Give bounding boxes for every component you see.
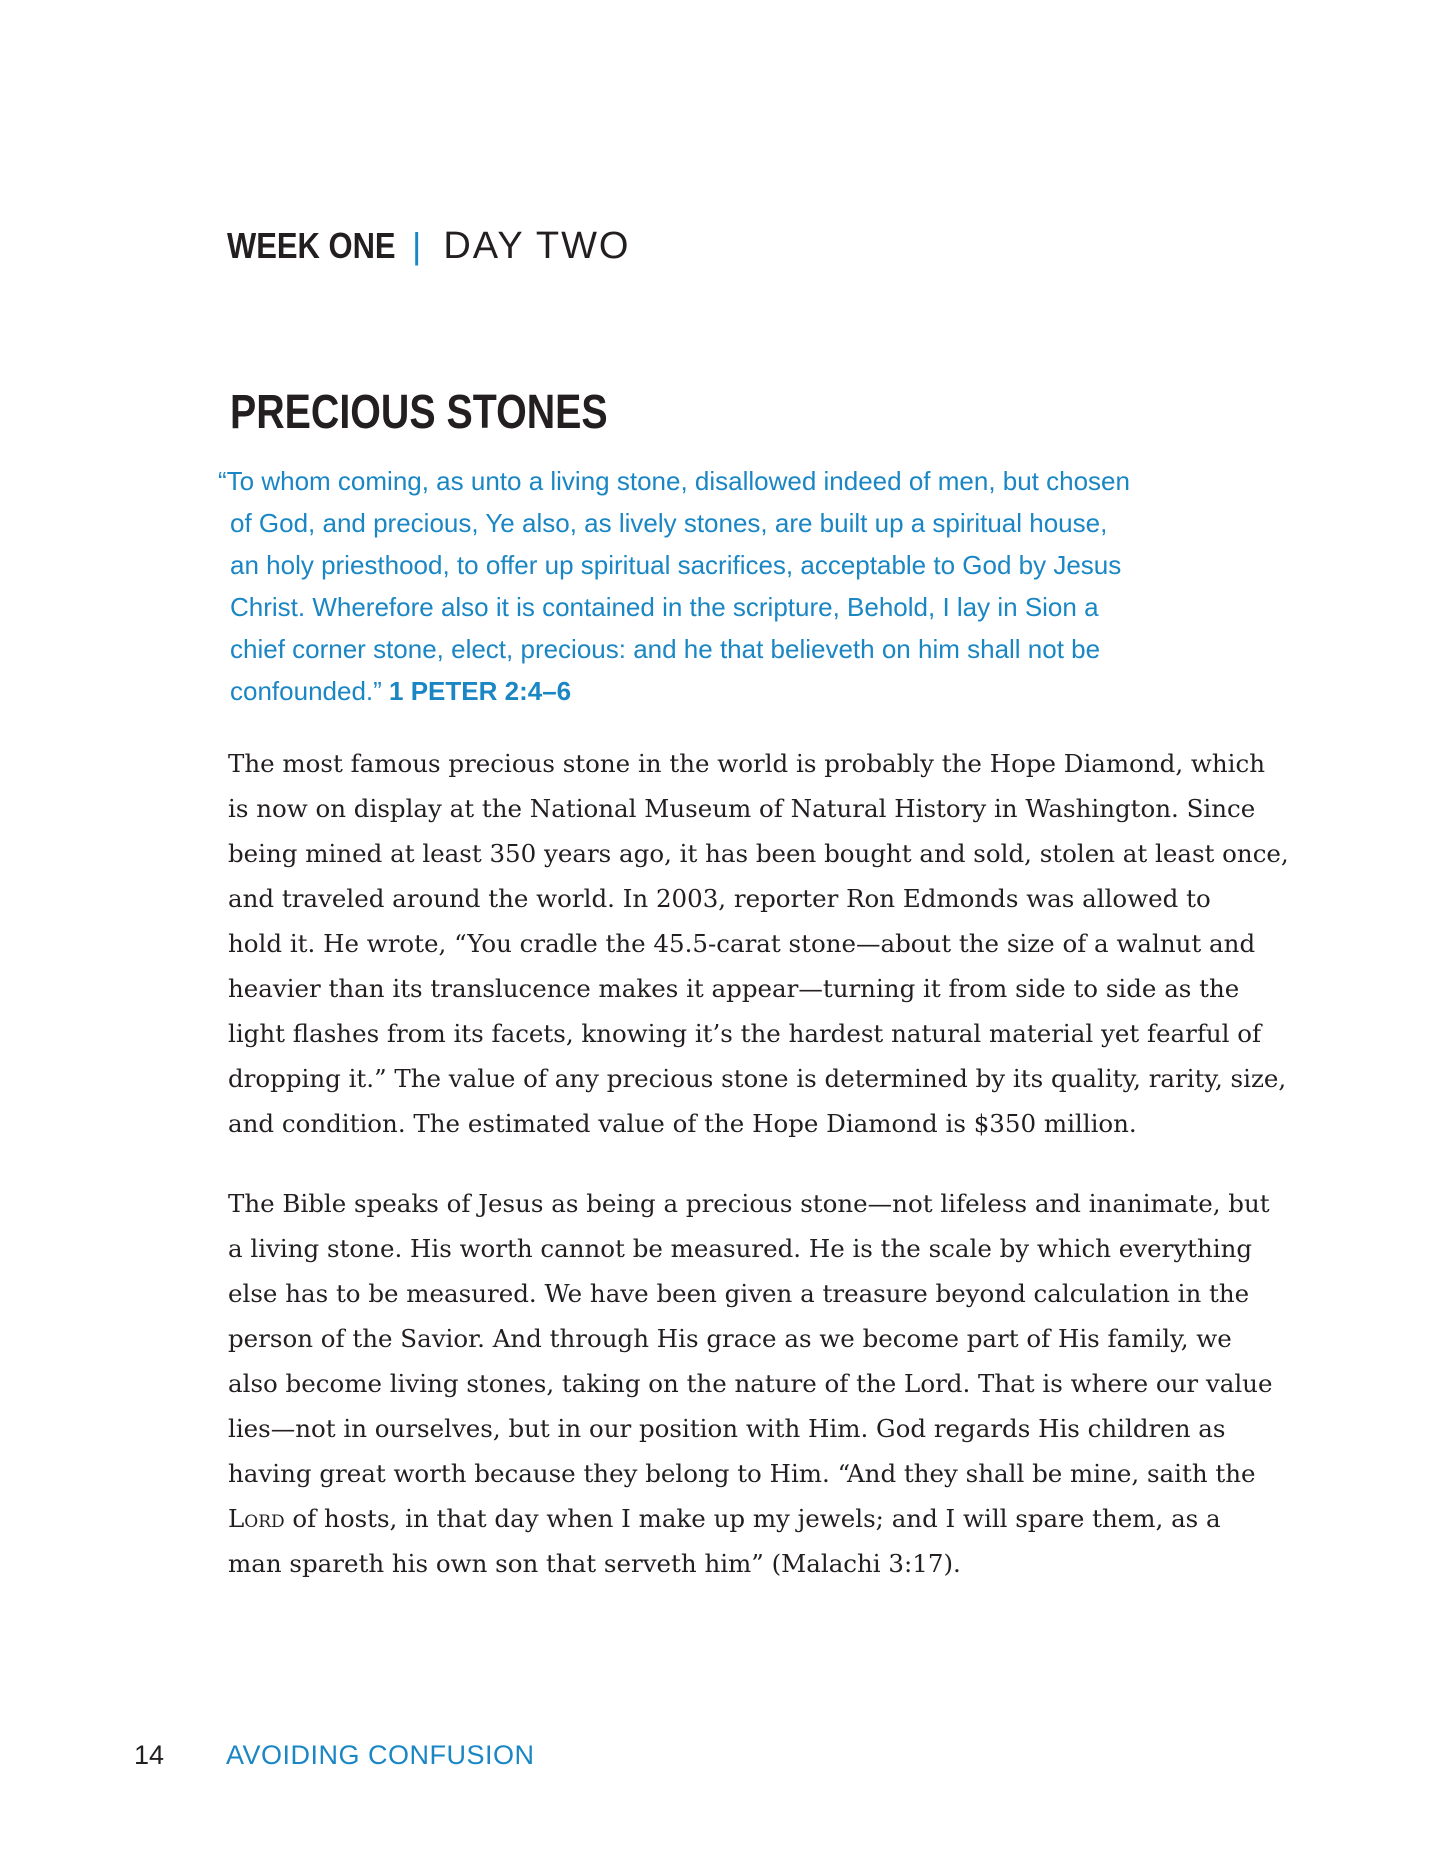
header-separator: | (412, 225, 422, 266)
verse-line: an holy priesthood, to offer up spiritual sacrifices, acceptable to God by Jesus (230, 550, 1122, 580)
paragraph-line: is now on display at the National Museum of Natural History in Washington. Since (228, 794, 1256, 823)
book-title: AVOIDING CONFUSION (226, 1740, 535, 1770)
paragraph-line: person of the Savior. And through His grace as we become part of His family, we (228, 1324, 1232, 1353)
week-label: WEEK ONE (227, 225, 396, 266)
paragraph-line-rest: of hosts, in that day when I make up my jewels; and I will spare them, as a (284, 1504, 1221, 1533)
paragraph-line: heavier than its translucence makes it appear—turning it from side to side as the (228, 974, 1240, 1003)
verse-last-text: confounded.” (230, 676, 382, 706)
scripture-reference: 1 PETER 2:4–6 (389, 676, 572, 706)
body-paragraph-1 (228, 741, 1289, 1146)
verse-line: chief corner stone, elect, precious: and he that believeth on him shall not be (230, 634, 1101, 664)
lord-smallcaps: Lord (228, 1504, 285, 1533)
paragraph-line: and condition. The estimated value of the Hope Diamond is $350 million. (228, 1109, 1137, 1138)
paragraph-line: having great worth because they belong to Him. “And they shall be mine, saith the (228, 1459, 1256, 1488)
paragraph-line: being mined at least 350 years ago, it has been bought and sold, stolen at least once, (228, 839, 1289, 868)
page-title: PRECIOUS STONES (230, 386, 608, 439)
paragraph-line: a living stone. His worth cannot be measured. He is the scale by which everything (228, 1234, 1253, 1263)
paragraph-line: hold it. He wrote, “You cradle the 45.5-carat stone—about the size of a walnut and (228, 929, 1256, 958)
day-label: DAY TWO (443, 224, 631, 267)
paragraph-line: The most famous precious stone in the world is probably the Hope Diamond, which (228, 749, 1265, 778)
paragraph-line: also become living stones, taking on the nature of the Lord. That is where our value (228, 1369, 1273, 1398)
body-paragraph-2 (228, 1181, 1273, 1586)
paragraph-line: and traveled around the world. In 2003, reporter Ron Edmonds was allowed to (228, 884, 1211, 913)
paragraph-line: The Bible speaks of Jesus as being a precious stone—not lifeless and inanimate, but (228, 1189, 1270, 1218)
paragraph-line: else has to be measured. We have been given a treasure beyond calculation in the (228, 1279, 1250, 1308)
paragraph-line (228, 1496, 1258, 1541)
verse-line: of God, and precious, Ye also, as lively stones, are built up a spiritual house, (230, 508, 1108, 538)
section-header (227, 220, 631, 272)
paragraph-line: lies—not in ourselves, but in our position with Him. God regards His children as (228, 1414, 1226, 1443)
page-footer (0, 1740, 1450, 1776)
paragraph-line: man spareth his own son that serveth him” (Malachi 3:17). (228, 1549, 961, 1578)
verse-line: Christ. Wherefore also it is contained in the scripture, Behold, I lay in Sion a (230, 592, 1099, 622)
paragraph-line: light flashes from its facets, knowing it’s the hardest natural material yet fearful of (228, 1019, 1262, 1048)
verse-line: “To whom coming, as unto a living stone, disallowed indeed of men, but chosen (218, 466, 1130, 496)
paragraph-line: dropping it.” The value of any precious stone is determined by its quality, rarity, size, (228, 1064, 1287, 1093)
scripture-quote (218, 460, 1238, 712)
page-number: 14 (134, 1740, 165, 1770)
verse-line-last (218, 670, 1238, 712)
